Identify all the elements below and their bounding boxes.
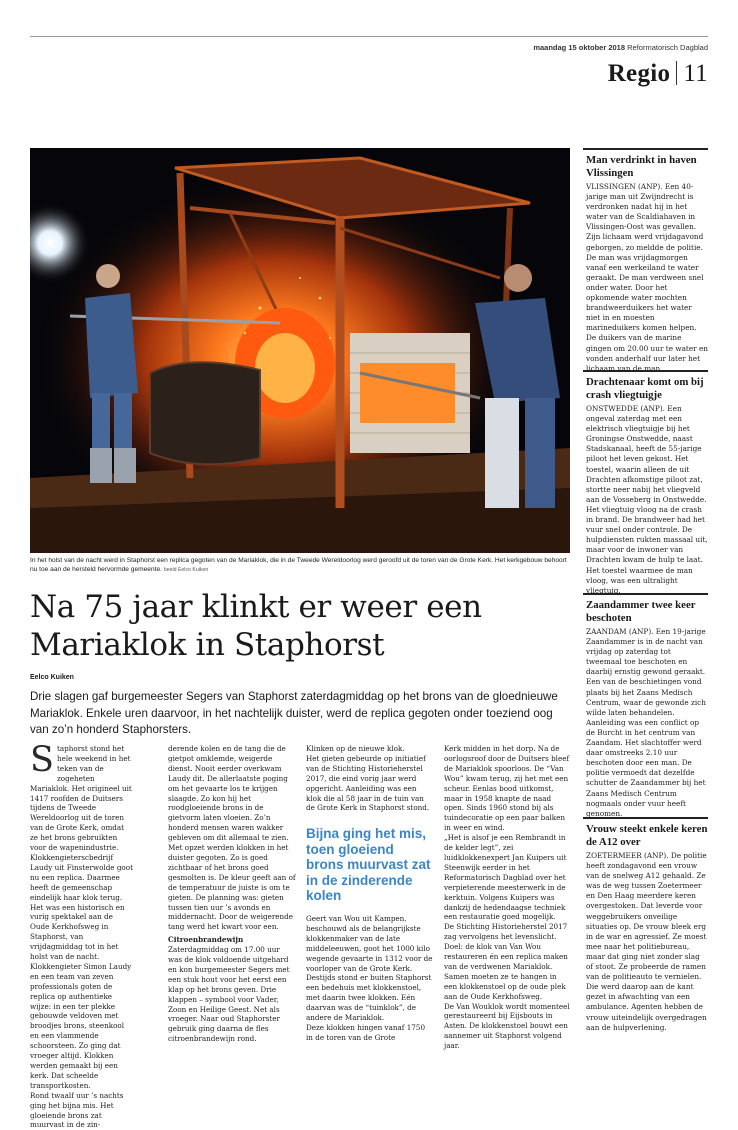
byline: Eelco Kuiken (30, 674, 74, 681)
brief-2 (583, 370, 708, 596)
column-4-text: Kerk midden in het dorp. Na de oorlogsroof door de Duitsers bleef de Mariaklok spoorloos. De “Van Wou” kwam terug, zij het met een scheur. Eenlas bood uitkomst, maar in 1958 knapte de naad open. Sinds 1960 stond bij als tuindecoratie op een paar balken in weer en wind. „Het is alsof je een Rembrandt in de kelder legt”, zei luidklokkenexpert Jan Kuipers uit Steenwijk eerder in het Reformatorisch Dagblad over het verpieterende meesterwerk in de kerktuin. Volgens Kuipers was dankzij de hedendaagse techniek een restauratie goed mogelijk. De Stichting Historieherstel 2017 zag vervolgens het levenslicht. Doel: de klok van Van Wou restaureren én een replica maken van de verdwenen Mariaklok. Samen moeten ze te hangen in een klokkenstoel op de oude plek aan de Oude Kerkhofsweg. De Van Wouklok wordt momenteel gerestaureerd bij Eijsbouts in Asten. De klokkenstoel bouwt een aannemer uit Staphorst volgend jaar. (444, 744, 570, 1051)
brief-body: ONSTWEDDE (ANP). Een ongeval zaterdag met een elektrisch vliegtuigje bij het Groningse Onstwedde, naast Stadskanaal, heeft de 55-jarige piloot het leven gekost. Het toestel, waarin alleen de uit Drachten afkomstige piloot zat, stortte neer nabij het vliegveld aan de Vosseberg in Onstwedde. Het vliegtuig vloog na de crash in brand. De brandweer had het vuur snel onder controle. De hulpdiensten rukten massaal uit, maar voor de inwoner van Drachten kwam de hulp te laat. Het toestel waarmee de man vloog, was een ultralight vliegtuig. (586, 404, 708, 595)
brief-3 (583, 593, 708, 819)
newspaper-name: Reformatorisch Dagblad (627, 43, 708, 52)
photo-credit: beeld Eelco Kuiken (163, 567, 209, 573)
article-intro: Drie slagen gaf burgemeester Segers van Staphorst zaterdagmiddag op het brons van de gloednieuwe Mariaklok. Enkele uren daarvoor, in het nachtelijk duister, werd de replica gegoten onder toeziend oog van zo’n honderd Staphorsters. (30, 690, 558, 736)
article-column-3 (306, 744, 434, 813)
brief-title: Zaandammer twee keer beschoten (586, 599, 696, 624)
brief-title: Man verdrinkt in haven Vlissingen (586, 154, 697, 179)
column-2-text: derende kolen en de tang die de gietpot omklemde, weigerde dienst. Nooit eerder overkwam Laudy dit. De allerlaatste poging om het gevaarte los te krijgen slaagde. Zo kon hij het roodgloeiende brons in de gietvorm laten vloeien. Zo’n honderd mensen waren wakker gebleven om dit allemaal te zien. Met opzet werden klokken in het duister gegoten. Zo is goed zichtbaar of het brons goed gesmolten is. De kleur geeft aan of de temperatuur de juiste is om te gieten. De planning was: gieten tussen tien uur ’s avonds en middernacht. Door de weigerende tang werd het kwart voor een. (168, 744, 296, 932)
column-1-text: taphorst stond het hele weekend in het teken van de zogeheten Mariaklok. Het origineel uit 1417 roofden de Duitsers tijdens de Tweede Wereldoorlog uit de toren van de Grote Kerk, omdat ze het brons gebruikten voor de wapenindustrie. Klokkengieterscbedrijf Laudy uit Finsterwolde goot nu een replica. Daarmee heeft de gemeenschap eindelijk haar klok terug. Het was een historisch en vurig spektakel aan de Oude Kerkhofsweg in Staphorst, van vrijdagmiddag tot in het holst van de nacht. Klokkengieter Simon Laudy en een team van zeven professionals goten de replica op authentieke wijze: in een ter plekke gebouwde veldoven met broodjes brons, steenkool en een vlammende schoorsteen. Zo ging dat vroeger altijd. Klokken werden gemaakt bij een kerk. Dat scheelde transportkosten. Rond twaalf uur ’s nachts ging het bijna mis. Het gloeiende brons zat muurvast in de zin- (30, 744, 133, 1130)
brief-title: Vrouw steekt enkele keren de A12 over (586, 823, 708, 848)
column-3-text: Klinken op de nieuwe klok. Het gieten gebeurde op initiatief van de Stichting Historieherstel 2017, die eind vorig jaar werd opgericht. Aanleiding was een klok die al 58 jaar in de tuin van de Grote Kerk in Staphorst stond. (306, 744, 430, 813)
brief-1 (583, 148, 708, 374)
article-column-1 (30, 740, 134, 1130)
article-photo (30, 148, 570, 553)
section-name: Regio (607, 60, 671, 87)
section-divider (676, 61, 677, 85)
column-3-text-continued: Geert van Wou uit Kampen, beschouwd als de belangrijkste klokkenmaker van de late middeleeuwen, goot het 1000 kilo wegende gevaarte in 1312 voor de voorloper van de Grote Kerk. Destijds stond er buiten Staphorst een bedehuis met klokkenstoel, met daarin twee klokken. Eén daarvan was de “tuinklok”, de andere de Mariaklok. Deze klokken hingen vanaf 1750 in de toren van de Grote (306, 914, 433, 1042)
top-rule (30, 36, 708, 37)
column-2-text-continued: Zaterdagmiddag om 17.00 uur was de klok voldoende uitgehard en kon burgemeester Segers met een stuk hout voor het eerst een klap op het brons geven. Drie klappen – symbool voor Vader, Zoon en Heilige Geest. Net als vroeger. Naar oud Staphorster gebruik ging daarna de fles citroenbrandewijn rond. (168, 945, 290, 1044)
page-number: 11 (683, 60, 708, 87)
section-header (608, 60, 708, 88)
article-column-4 (444, 744, 570, 1051)
article-column-3-lower (306, 914, 434, 1043)
brief-body: VLISSINGEN (ANP). Een 40-jarige man uit Zwijndrecht is verdronken nadat hij in het water van de Scaldiahaven in Vlissingen-Oost was gevallen. Zijn lichaam werd vrijdagavond geborgen, zo meldde de politie. De man was vrijdagmorgen vanaf een werkeiland te water geraakt. De man verdween snel onder water. Door het opkomende water mochten brandweerduikers het water niet in en moesten marineduikers komen helpen. De duikers van de marine gingen om 20.00 uur te water en vonden anderhalf uur later het lichaam van de man. (586, 182, 709, 373)
article-column-2 (168, 744, 296, 1044)
drop-cap: S (30, 740, 54, 780)
caption-text: In het holst van de nacht werd in Staphorst een replica gegoten van de Mariaklok, die in de Tweede Wereldoorlog werd geroofd uit de toren van de Grote Kerk. Het kerkgebouw behoort nu toe aan de hersteld hervormde gemeente. (30, 557, 567, 573)
photo-caption (30, 556, 570, 575)
brief-body: ZAANDAM (ANP). Een 19-jarige Zaandammer is in de nacht van vrijdag op zaterdag tot tweemaal toe beschoten en daarbij ernstig gewond geraakt. Een van de beschietingen vond plaats bij het Zaans Medisch Centrum, waar de gewonde zich wilde laten behandelen. Aanleiding was een conflict op de Burcht in het centrum van Zaandam. Het slachtoffer werd daar omstreeks 2.10 uur beschoten door een man. De politie vermoedt dat dezelfde schutter de Zaandammer bij het Zaans Medisch Centrum nogmaals onder vuur heeft genomen. (586, 627, 706, 818)
brief-4 (583, 817, 708, 1033)
issue-date: maandag 15 oktober 2018 (533, 43, 626, 52)
brief-body: ZOETERMEER (ANP). De politie heeft zondagavond een vrouw van de snelweg A12 gehaald. Ze was de weg tussen Zoetermeer en Den Haag meerdere keren overgestoken. Dat leverde voor weggebruikers onveilige situaties op. De vrouw bleek erg in de war en agressief. Ze moest mee naar het politiebureau, maar dat ging niet zonder slag of stoot. Ze probeerde de ramen van de politieauto te vernielen. Die werd daarop aan de kant gezet in afwachting van een ambulance. Agenten hebben de vrouw uiteindelijk overgedragen aan de hulpverlening. (586, 851, 707, 1032)
subheading: Citroenbrandewijn (168, 935, 244, 945)
article-headline: Na 75 jaar klinkt er weer een Mariaklok in Staphorst (30, 589, 482, 663)
bell-casting-photo (30, 148, 570, 553)
brief-title: Drachtenaar komt om bij crash vliegtuigje (586, 376, 704, 401)
dateline (533, 43, 708, 52)
pull-quote: Bijna ging het mis, toen gloeiend brons muurvast zat in de zinderende kolen (306, 826, 431, 903)
